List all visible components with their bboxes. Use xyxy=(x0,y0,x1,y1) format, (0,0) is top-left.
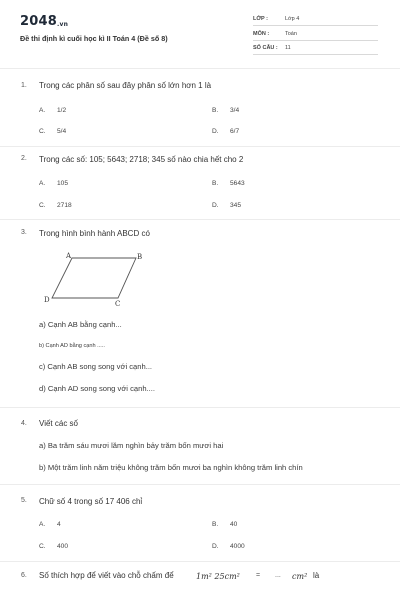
logo-main: 2048 xyxy=(20,14,57,29)
q2-divider xyxy=(0,219,400,220)
parallelogram-shape xyxy=(52,258,136,298)
q4-number: 4. xyxy=(21,420,27,427)
q6-blank-dots[interactable]: ... xyxy=(275,572,281,579)
q3-part-b: b) Cạnh AD bằng cạnh ..... xyxy=(39,343,105,349)
q1-option-d[interactable] xyxy=(212,128,239,135)
option-value: 1/2 xyxy=(57,107,67,114)
vertex-c-label: C xyxy=(115,300,121,308)
q2-number: 2. xyxy=(21,155,27,162)
meta-subject-value: Toán xyxy=(285,31,297,37)
vertex-a-label: A xyxy=(66,252,72,260)
q3-number: 3. xyxy=(21,229,27,236)
option-label: C. xyxy=(39,543,46,550)
option-label: D. xyxy=(212,543,219,550)
option-label: A. xyxy=(39,521,46,528)
option-value: 5/4 xyxy=(57,128,67,135)
meta-count-label: SỐ CÂU : xyxy=(253,45,278,51)
q4-part-a: a) Ba trăm sáu mươi lăm nghìn bảy trăm bốn mươi hai xyxy=(39,441,224,450)
meta-class-label: LỚP : xyxy=(253,16,268,22)
option-value: 400 xyxy=(57,543,69,550)
option-label: C. xyxy=(39,128,46,135)
q1-number: 1. xyxy=(21,82,27,89)
q3-text: Trong hình bình hành ABCD có xyxy=(39,229,150,238)
q1-option-b[interactable] xyxy=(212,107,239,114)
logo-suffix: .vn xyxy=(56,21,69,28)
q5-option-c[interactable] xyxy=(39,543,68,550)
q4-text: Viết các số xyxy=(39,419,78,428)
exam-header xyxy=(0,0,400,66)
q2-option-d[interactable] xyxy=(212,202,241,209)
meta-count-value: 11 xyxy=(285,45,291,51)
q1-divider xyxy=(0,146,400,147)
option-label: B. xyxy=(212,180,219,187)
q6-math-left: 1m² 25cm² xyxy=(196,572,240,581)
q6-number: 6. xyxy=(21,572,27,579)
header-divider xyxy=(0,68,400,69)
meta-class-value: Lớp 4 xyxy=(285,16,300,22)
vertex-d-label: D xyxy=(44,296,50,304)
option-value: 6/7 xyxy=(230,128,240,135)
meta-question-count xyxy=(253,43,378,55)
meta-subject xyxy=(253,29,378,41)
q5-option-b[interactable] xyxy=(212,521,237,528)
exam-title: Đề thi định kì cuối học kì II Toán 4 (Đề số 8) xyxy=(20,34,168,43)
option-value: 5643 xyxy=(230,180,245,187)
option-value: 40 xyxy=(230,521,238,528)
q4-part-b: b) Một trăm linh năm triệu không trăm bốn mươi ba nghìn không trăm linh chín xyxy=(39,463,303,472)
option-value: 105 xyxy=(57,180,69,187)
option-label: D. xyxy=(212,128,219,135)
q6-text-after: là xyxy=(313,571,320,580)
option-label: A. xyxy=(39,180,46,187)
q5-number: 5. xyxy=(21,497,27,504)
q5-option-d[interactable] xyxy=(212,543,245,550)
q3-part-c: c) Cạnh AB song song với cạnh... xyxy=(39,362,153,371)
q1-option-c[interactable] xyxy=(39,128,66,135)
option-value: 2718 xyxy=(57,202,72,209)
q3-part-d: d) Cạnh AD song song với cạnh.... xyxy=(39,384,155,393)
q5-divider xyxy=(0,561,400,562)
option-label: A. xyxy=(39,107,46,114)
q3-divider xyxy=(0,407,400,408)
q2-option-c[interactable] xyxy=(39,202,72,209)
vertex-b-label: B xyxy=(137,253,143,261)
q6-text-before: Số thích hợp để viết vào chỗ chấm để xyxy=(39,571,174,580)
meta-subject-label: MÔN : xyxy=(253,31,270,37)
parallelogram-abcd-figure xyxy=(40,250,160,308)
q5-text: Chữ số 4 trong số 17 406 chỉ xyxy=(39,497,143,506)
q4-divider xyxy=(0,484,400,485)
q1-text: Trong các phân số sau đây phân số lớn hơn 1 là xyxy=(39,81,212,90)
option-value: 3/4 xyxy=(230,107,240,114)
q1-option-a[interactable] xyxy=(39,107,66,114)
q2-option-b[interactable] xyxy=(212,180,245,187)
q5-option-a[interactable] xyxy=(39,521,61,528)
option-value: 4000 xyxy=(230,543,245,550)
option-label: C. xyxy=(39,202,46,209)
q3-part-a: a) Cạnh AB bằng cạnh... xyxy=(39,320,122,329)
meta-class xyxy=(253,14,378,26)
q6-math-right: cm² xyxy=(292,572,308,581)
q2-option-a[interactable] xyxy=(39,180,68,187)
q6-equals: = xyxy=(256,572,261,579)
option-label: B. xyxy=(212,107,219,114)
option-value: 4 xyxy=(57,521,61,528)
site-logo[interactable] xyxy=(20,14,68,29)
option-label: B. xyxy=(212,521,219,528)
option-label: D. xyxy=(212,202,219,209)
q2-text: Trong các số: 105; 5643; 2718; 345 số nào chia hết cho 2 xyxy=(39,155,244,164)
option-value: 345 xyxy=(230,202,242,209)
